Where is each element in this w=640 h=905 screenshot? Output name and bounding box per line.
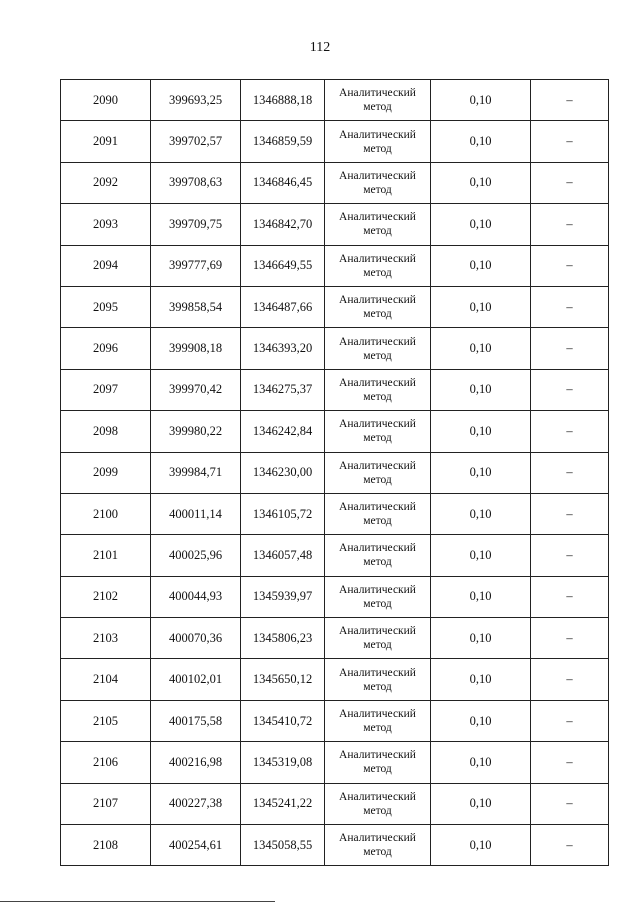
- method-cell: [325, 369, 431, 410]
- method-line-2: метод: [363, 515, 392, 528]
- method-cell: [325, 162, 431, 203]
- accuracy-cell: 0,10: [431, 286, 531, 327]
- table-row: [61, 618, 609, 659]
- method-cell: [325, 121, 431, 162]
- coordinate-x-cell: 400070,36: [151, 618, 241, 659]
- note-cell: –: [531, 618, 609, 659]
- accuracy-cell: 0,10: [431, 493, 531, 534]
- note-cell: –: [531, 369, 609, 410]
- coordinate-x-cell: 399908,18: [151, 328, 241, 369]
- method-line-2: метод: [363, 225, 392, 238]
- table-row: [61, 576, 609, 617]
- method-line-2: метод: [363, 142, 392, 155]
- accuracy-cell: 0,10: [431, 742, 531, 783]
- coordinate-x-cell: 400025,96: [151, 535, 241, 576]
- note-cell: –: [531, 825, 609, 866]
- note-cell: –: [531, 162, 609, 203]
- note-cell: –: [531, 328, 609, 369]
- table-row: [61, 369, 609, 410]
- accuracy-cell: 0,10: [431, 618, 531, 659]
- coordinate-y-cell: 1346859,59: [241, 121, 325, 162]
- method-line-1: Аналитический: [339, 583, 416, 596]
- method-line-1: Аналитический: [339, 87, 416, 100]
- method-cell: [325, 742, 431, 783]
- method-line-2: метод: [363, 763, 392, 776]
- point-number-cell: 2107: [61, 783, 151, 824]
- coordinate-x-cell: 400102,01: [151, 659, 241, 700]
- method-line-1: Аналитический: [339, 252, 416, 265]
- coordinate-x-cell: 399777,69: [151, 245, 241, 286]
- coordinate-y-cell: 1346230,00: [241, 452, 325, 493]
- accuracy-cell: 0,10: [431, 535, 531, 576]
- method-line-1: Аналитический: [339, 542, 416, 555]
- point-number-cell: 2104: [61, 659, 151, 700]
- coordinate-y-cell: 1346888,18: [241, 80, 325, 121]
- table-row: [61, 328, 609, 369]
- point-number-cell: 2103: [61, 618, 151, 659]
- accuracy-cell: 0,10: [431, 121, 531, 162]
- method-line-2: метод: [363, 597, 392, 610]
- coordinate-x-cell: 399693,25: [151, 80, 241, 121]
- method-line-1: Аналитический: [339, 418, 416, 431]
- coordinate-x-cell: 399709,75: [151, 204, 241, 245]
- coordinate-y-cell: 1346105,72: [241, 493, 325, 534]
- note-cell: –: [531, 80, 609, 121]
- note-cell: –: [531, 411, 609, 452]
- note-cell: –: [531, 286, 609, 327]
- coordinate-x-cell: 400216,98: [151, 742, 241, 783]
- point-number-cell: 2097: [61, 369, 151, 410]
- method-line-2: метод: [363, 183, 392, 196]
- method-line-2: метод: [363, 804, 392, 817]
- method-cell: [325, 411, 431, 452]
- method-line-1: Аналитический: [339, 294, 416, 307]
- point-number-cell: 2092: [61, 162, 151, 203]
- coordinate-y-cell: 1346393,20: [241, 328, 325, 369]
- point-number-cell: 2096: [61, 328, 151, 369]
- point-number-cell: 2095: [61, 286, 151, 327]
- coordinate-y-cell: 1345058,55: [241, 825, 325, 866]
- note-cell: –: [531, 452, 609, 493]
- accuracy-cell: 0,10: [431, 700, 531, 741]
- accuracy-cell: 0,10: [431, 80, 531, 121]
- method-line-2: метод: [363, 846, 392, 859]
- table-row: [61, 493, 609, 534]
- accuracy-cell: 0,10: [431, 825, 531, 866]
- method-cell: [325, 286, 431, 327]
- coordinate-y-cell: 1346275,37: [241, 369, 325, 410]
- method-line-1: Аналитический: [339, 169, 416, 182]
- note-cell: –: [531, 576, 609, 617]
- coordinate-y-cell: 1346057,48: [241, 535, 325, 576]
- table-row: [61, 245, 609, 286]
- coordinate-y-cell: 1346487,66: [241, 286, 325, 327]
- coordinate-y-cell: 1345806,23: [241, 618, 325, 659]
- method-cell: [325, 493, 431, 534]
- coordinate-x-cell: 400011,14: [151, 493, 241, 534]
- method-line-1: Аналитический: [339, 666, 416, 679]
- coordinate-x-cell: 399858,54: [151, 286, 241, 327]
- table-row: [61, 286, 609, 327]
- method-line-2: метод: [363, 266, 392, 279]
- method-cell: [325, 245, 431, 286]
- coordinate-y-cell: 1346242,84: [241, 411, 325, 452]
- method-line-2: метод: [363, 473, 392, 486]
- accuracy-cell: 0,10: [431, 162, 531, 203]
- method-line-1: Аналитический: [339, 832, 416, 845]
- accuracy-cell: 0,10: [431, 452, 531, 493]
- note-cell: –: [531, 783, 609, 824]
- note-cell: –: [531, 700, 609, 741]
- point-number-cell: 2090: [61, 80, 151, 121]
- coordinate-x-cell: 400175,58: [151, 700, 241, 741]
- table-row: [61, 204, 609, 245]
- accuracy-cell: 0,10: [431, 369, 531, 410]
- point-number-cell: 2098: [61, 411, 151, 452]
- point-number-cell: 2100: [61, 493, 151, 534]
- method-line-2: метод: [363, 722, 392, 735]
- coordinate-y-cell: 1346649,55: [241, 245, 325, 286]
- coordinate-y-cell: 1346846,45: [241, 162, 325, 203]
- accuracy-cell: 0,10: [431, 328, 531, 369]
- coordinate-x-cell: 399984,71: [151, 452, 241, 493]
- note-cell: –: [531, 742, 609, 783]
- table-row: [61, 452, 609, 493]
- note-cell: –: [531, 121, 609, 162]
- method-line-1: Аналитический: [339, 749, 416, 762]
- accuracy-cell: 0,10: [431, 204, 531, 245]
- coordinate-x-cell: 399980,22: [151, 411, 241, 452]
- method-line-2: метод: [363, 308, 392, 321]
- coordinate-x-cell: 399708,63: [151, 162, 241, 203]
- method-cell: [325, 825, 431, 866]
- note-cell: –: [531, 535, 609, 576]
- method-line-2: метод: [363, 390, 392, 403]
- coordinate-x-cell: 399970,42: [151, 369, 241, 410]
- note-cell: –: [531, 493, 609, 534]
- method-cell: [325, 80, 431, 121]
- point-number-cell: 2102: [61, 576, 151, 617]
- method-cell: [325, 204, 431, 245]
- method-line-1: Аналитический: [339, 128, 416, 141]
- accuracy-cell: 0,10: [431, 659, 531, 700]
- coordinate-y-cell: 1345319,08: [241, 742, 325, 783]
- method-line-1: Аналитический: [339, 790, 416, 803]
- method-line-1: Аналитический: [339, 459, 416, 472]
- table-row: [61, 825, 609, 866]
- method-cell: [325, 328, 431, 369]
- method-line-1: Аналитический: [339, 211, 416, 224]
- method-line-1: Аналитический: [339, 335, 416, 348]
- table-row: [61, 80, 609, 121]
- coordinate-x-cell: 400254,61: [151, 825, 241, 866]
- method-line-2: метод: [363, 639, 392, 652]
- table-row: [61, 659, 609, 700]
- method-cell: [325, 659, 431, 700]
- note-cell: –: [531, 204, 609, 245]
- table-row: [61, 783, 609, 824]
- point-number-cell: 2091: [61, 121, 151, 162]
- table-row: [61, 121, 609, 162]
- point-number-cell: 2101: [61, 535, 151, 576]
- note-cell: –: [531, 659, 609, 700]
- point-number-cell: 2105: [61, 700, 151, 741]
- table-row: [61, 411, 609, 452]
- note-cell: –: [531, 245, 609, 286]
- point-number-cell: 2108: [61, 825, 151, 866]
- page-number: 112: [309, 40, 331, 55]
- method-line-1: Аналитический: [339, 501, 416, 514]
- accuracy-cell: 0,10: [431, 783, 531, 824]
- table-row: [61, 535, 609, 576]
- method-line-2: метод: [363, 432, 392, 445]
- coordinate-y-cell: 1345410,72: [241, 700, 325, 741]
- footer-divider: [0, 901, 275, 902]
- coordinate-y-cell: 1345939,97: [241, 576, 325, 617]
- method-cell: [325, 576, 431, 617]
- table-row: [61, 700, 609, 741]
- method-cell: [325, 700, 431, 741]
- method-line-2: метод: [363, 556, 392, 569]
- method-cell: [325, 535, 431, 576]
- accuracy-cell: 0,10: [431, 411, 531, 452]
- accuracy-cell: 0,10: [431, 576, 531, 617]
- point-number-cell: 2094: [61, 245, 151, 286]
- method-cell: [325, 452, 431, 493]
- method-line-2: метод: [363, 680, 392, 693]
- coordinate-x-cell: 400044,93: [151, 576, 241, 617]
- table-row: [61, 742, 609, 783]
- point-number-cell: 2106: [61, 742, 151, 783]
- coordinate-y-cell: 1345241,22: [241, 783, 325, 824]
- method-line-1: Аналитический: [339, 376, 416, 389]
- method-line-1: Аналитический: [339, 708, 416, 721]
- coordinate-y-cell: 1346842,70: [241, 204, 325, 245]
- method-line-2: метод: [363, 349, 392, 362]
- method-cell: [325, 783, 431, 824]
- method-line-1: Аналитический: [339, 625, 416, 638]
- point-number-cell: 2093: [61, 204, 151, 245]
- table-row: [61, 162, 609, 203]
- method-line-2: метод: [363, 101, 392, 114]
- coordinate-x-cell: 400227,38: [151, 783, 241, 824]
- accuracy-cell: 0,10: [431, 245, 531, 286]
- point-number-cell: 2099: [61, 452, 151, 493]
- coordinate-y-cell: 1345650,12: [241, 659, 325, 700]
- coordinates-table: [60, 79, 609, 866]
- method-cell: [325, 618, 431, 659]
- coordinates-table-body: [61, 80, 609, 866]
- coordinate-x-cell: 399702,57: [151, 121, 241, 162]
